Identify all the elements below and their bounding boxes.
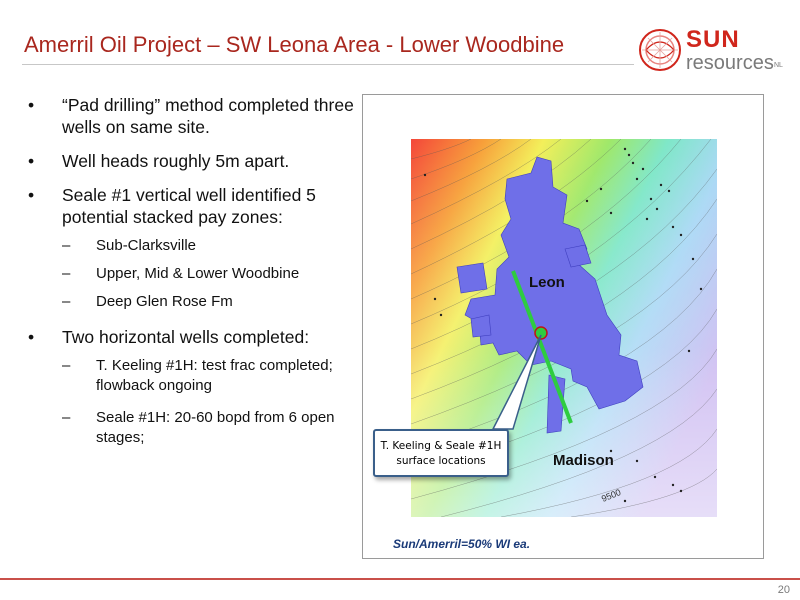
bullet-text: “Pad drilling” method completed three wells on same site. (62, 95, 354, 137)
sub-bullet-item: – Sub-Clarksville (62, 237, 197, 254)
sub-bullet-item: – Deep Glen Rose Fm (62, 293, 233, 310)
contour-value-label: 9500 (600, 487, 623, 504)
sub-bullet-text: Seale #1H: 20-60 bopd from 6 open stages; (96, 409, 335, 446)
working-interest-note: Sun/Amerril=50% WI ea. (393, 537, 531, 551)
bullet-text: Well heads roughly 5m apart. (62, 151, 290, 171)
footer-divider (0, 578, 800, 580)
bullet-item: • “Pad drilling” method completed three wells on same site. (28, 95, 354, 137)
leon-county-label: Leon (529, 274, 565, 291)
bullet-item: • Seale #1 vertical well identified 5 potential stacked pay zones: (28, 185, 316, 227)
sub-bullet-text: Upper, Mid & Lower Woodbine (96, 265, 300, 282)
sub-bullet-text: Sub-Clarksville (96, 237, 197, 254)
logo-resources-text: resources (686, 52, 774, 74)
bullet-text: Two horizontal wells completed: (62, 327, 310, 347)
bullet-text: Seale #1 vertical well identified 5 potential stacked pay zones: (62, 185, 316, 227)
bullet-item: • Two horizontal wells completed: (28, 327, 310, 347)
surface-location-callout (373, 429, 509, 477)
sun-resources-logo (636, 22, 788, 84)
madison-county-label: Madison (553, 452, 614, 469)
title-divider (22, 64, 634, 65)
sub-bullet-item: – Seale #1H: 20-60 bopd from 6 open stages; (62, 409, 335, 446)
sub-bullet-text: Deep Glen Rose Fm (96, 293, 233, 310)
bullet-list (28, 94, 358, 456)
page-number: 20 (777, 584, 790, 596)
sub-bullet-text: T. Keeling #1H: test frac completed; flowback ongoing (96, 357, 333, 394)
logo-emblem-icon (636, 26, 684, 74)
logo-suffix-text: NL (774, 62, 783, 69)
sub-bullet-item: – Upper, Mid & Lower Woodbine (62, 265, 300, 282)
logo-sun-text: SUN (686, 26, 740, 53)
slide-title: Amerril Oil Project – SW Leona Area - Lower Woodbine (24, 32, 565, 57)
bullet-item: • Well heads roughly 5m apart. (28, 151, 290, 171)
sub-bullet-item: – T. Keeling #1H: test frac completed; flowback ongoing (62, 357, 333, 394)
callout-line-2: surface locations (396, 455, 486, 467)
callout-line-1: T. Keeling & Seale #1H (380, 440, 502, 452)
map-panel (362, 94, 764, 559)
